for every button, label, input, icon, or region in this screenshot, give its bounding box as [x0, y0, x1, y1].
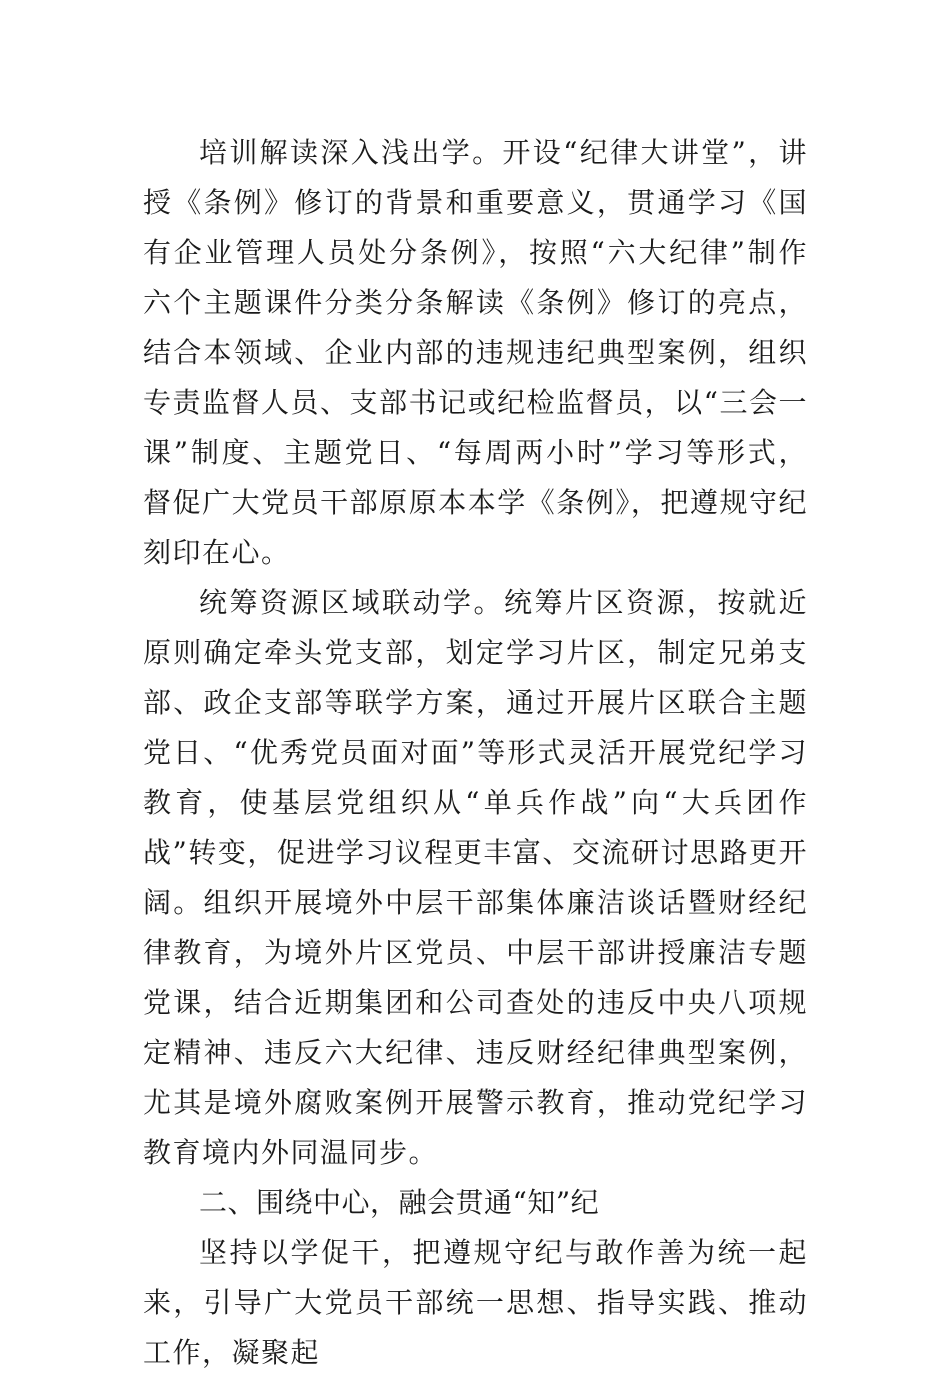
paragraph-training-interpretation: 培训解读深入浅出学。开设“纪律大讲堂”，讲授《条例》修订的背景和重要意义，贯通学习《国有企业管理人员处分条例》，按照“六大纪律”制作六个主题课件分类分条解读《条例》修订的亮点，结合本领域、企业内部的违规违纪典型案例，组织专责监督人员、支部书记或纪检监督员，以“三会一课”制度、主题党日、“每周两小时”学习等形式，督促广大党员干部原原本本学《条例》，把遵规守纪刻印在心。 — [143, 136, 808, 569]
document-body — [143, 128, 808, 1378]
section-heading: 二、围绕中心，融会贯通“知”纪 — [199, 1186, 600, 1219]
paragraph-study-promote-work: 坚持以学促干，把遵规守纪与敢作善为统一起来，引导广大党员干部统一思想、指导实践、推动工作，凝聚起 — [143, 1236, 808, 1369]
paragraph-regional-joint-study: 统筹资源区域联动学。统筹片区资源，按就近原则确定牵头党支部，划定学习片区，制定兄弟支部、政企支部等联学方案，通过开展片区联合主题党日、“优秀党员面对面”等形式灵活开展党纪学习教育，使基层党组织从“单兵作战”向“大兵团作战”转变，促进学习议程更丰富、交流研讨思路更开阔。组织开展境外中层干部集体廉洁谈话暨财经纪律教育，为境外片区党员、中层干部讲授廉洁专题党课，结合近期集团和公司查处的违反中央八项规定精神、违反六大纪律、违反财经纪律典型案例，尤其是境外腐败案例开展警示教育，推动党纪学习教育境内外同温同步。 — [143, 586, 808, 1169]
